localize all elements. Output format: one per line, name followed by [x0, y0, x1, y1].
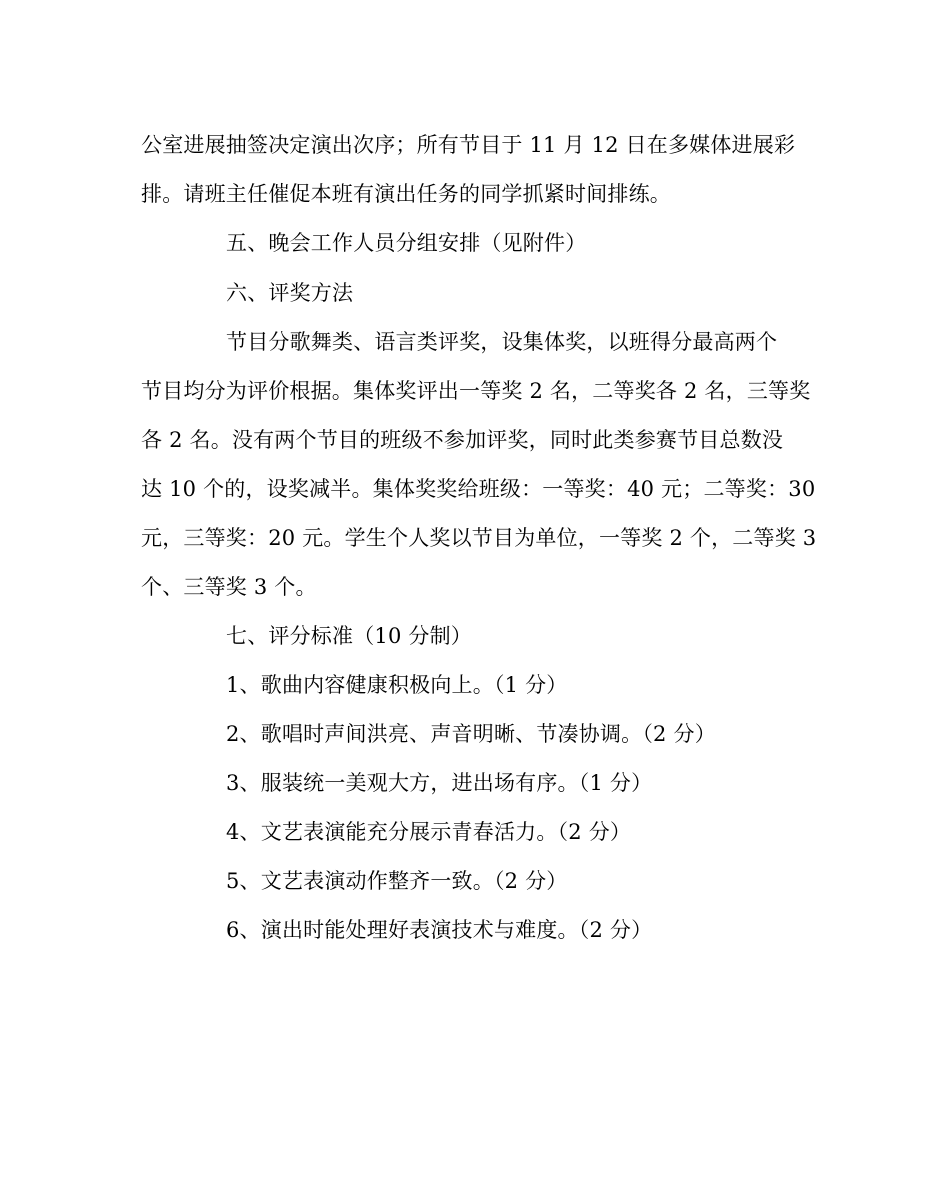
section-6-line-1: 节目分歌舞类、语言类评奖，设集体奖，以班得分最高两个: [226, 330, 778, 354]
section-7-heading: 七、评分标准（10 分制）: [226, 624, 472, 648]
section-6-line-2: 节目均分为评价根据。集体奖评出一等奖 2 名，二等奖各 2 名，三等奖: [141, 379, 811, 403]
section-6-line-5: 元，三等奖：20 元。学生个人奖以节目为单位，一等奖 2 个，二等奖 3: [141, 526, 817, 550]
criterion-4: 4、文艺表演能充分展示青春活力。（2 分）: [226, 820, 632, 844]
criterion-3: 3、服装统一美观大方，进出场有序。（1 分）: [226, 771, 653, 795]
intro-line-1: 公室进展抽签决定演出次序；所有节目于 11 月 12 日在多媒体进展彩: [141, 133, 796, 157]
criterion-6: 6、演出时能处理好表演技术与难度。（2 分）: [226, 918, 653, 942]
section-5-heading: 五、晚会工作人员分组安排（见附件）: [226, 231, 587, 255]
section-6-heading: 六、评奖方法: [226, 281, 354, 305]
section-6-line-4: 达 10 个的，设奖减半。集体奖奖给班级：一等奖：40 元；二等奖：30: [141, 477, 816, 501]
criterion-5: 5、文艺表演动作整齐一致。（2 分）: [226, 869, 568, 893]
section-6-line-3: 各 2 名。没有两个节目的班级不参加评奖，同时此类参赛节目总数没: [141, 428, 784, 452]
intro-line-2: 排。请班主任催促本班有演出任务的同学抓紧时间排练。: [141, 182, 671, 206]
criterion-1: 1、歌曲内容健康积极向上。（1 分）: [226, 673, 568, 697]
criterion-2: 2、歌唱时声间洪亮、声音明晰、节凑协调。（2 分）: [226, 722, 716, 746]
section-6-line-6: 个、三等奖 3 个。: [141, 575, 317, 599]
